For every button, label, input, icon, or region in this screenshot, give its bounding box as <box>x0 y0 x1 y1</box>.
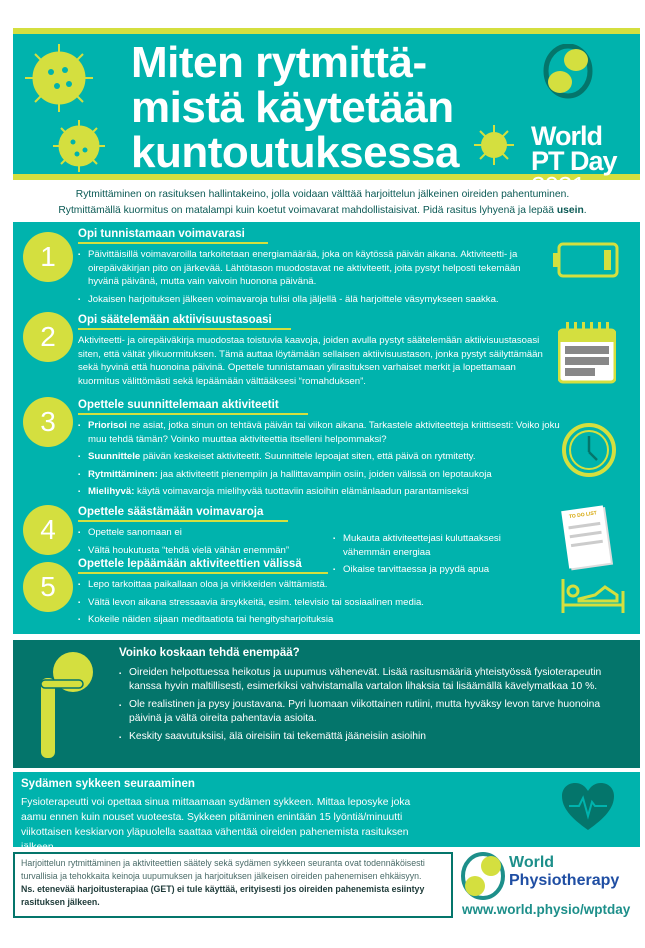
bullet-text: päivän keskeiset aktiviteetit. Suunnittele lepoajat siten, että päivä on rytmitetty. <box>140 451 476 462</box>
bullet-item <box>78 450 568 464</box>
world-pt-day-logo-icon <box>543 44 593 99</box>
bullet-text: käytä voimavaroja mielihyvää tuottaviin asioihin elämänlaadun parantamiseksi <box>134 486 469 497</box>
bullet-item: ▪ Ole realistinen ja pysy joustavana. Pyri luomaan viikottainen rutiini, mutta hyväksy levon tarve huonoina päivinä ja vältä oireita pahentavia asioita. <box>119 698 629 726</box>
battery-low-icon <box>553 242 619 278</box>
step-text: Aktiviteetti- ja oirepäiväkirja muodostaa toistuvia kaavoja, joiden avulla pystyt säätelemään aktiivisuustasoasi siten, että vältät ylikuormituksen. Tämä auttaa löytämään sellaisen aktiivisuustason, jonka pystyt säilyttämään sekä hyvinä että huonoina päivinä. Opettele tunnistamaan ylirasituksen varhaiset merkit ja lopettamaan kuormitus välittömästi sekä lepäämään välttääksesi “romahduksen”. <box>78 335 543 387</box>
bullet-text: ne asiat, jotka sinun on tehtävä päivän tai viikon aikana. Tarkastele aktiviteetteja kriittisesti: Voiko joku muu tehdä tämän? Voinko muuttaa aktiviteettia itselleni helpommaksi? <box>88 420 560 445</box>
step-bullets <box>333 532 533 581</box>
step-bullets <box>78 526 338 561</box>
intro-emphasis: usein <box>556 205 584 216</box>
logo-text <box>509 854 619 890</box>
bullet-item: ▪ Vältä houkutusta “tehdä vielä vähän enemmän” <box>78 544 338 558</box>
logo-line: Physiotherapy <box>509 872 620 889</box>
todo-list-icon <box>561 505 611 568</box>
bullet-item: ▪ Päivittäisillä voimavaroilla tarkoitetaan energiamäärää, joka on käytössä päivän aikana. Aktiviteetti- ja oirepäiväkirjan pito on järkevää. Lähtötason muodostavat ne aktiviteetit, joita pystyt helposti tekemään hyvänä päivänä, mutta vain vaivoin huonona päivänä. <box>78 248 548 289</box>
bullet-text: jaa aktiviteetit pienempiin ja hallittavampiin osiin, joiden välissä on lepotaukoja <box>157 468 492 480</box>
bed-rest-icon <box>561 577 625 615</box>
step-number: 3 <box>23 397 73 447</box>
step-title: Opettele suunnittelemaan aktiviteetit <box>78 399 308 415</box>
intro-line <box>0 203 645 219</box>
bullet-keyword: Mielihyvä: <box>88 486 135 497</box>
website-link[interactable]: www.world.physio/wptday <box>462 902 631 917</box>
calendar-icon <box>558 322 616 384</box>
bullet-item <box>78 419 568 446</box>
logo-line: World <box>509 854 555 871</box>
badge-line: PT Day <box>531 146 617 176</box>
title-line: kuntoutuksessa <box>131 128 459 177</box>
bullet-item: ▪ Lepo tarkoittaa paikallaan oloa ja virikkeiden välttämistä. <box>78 578 538 592</box>
disclaimer-warning: Ns. etenevää harjoitusterapiaa (GET) ei tule käyttää, erityisesti jos oireiden pahenemista esiintyy rasituksen jälkeen. <box>21 884 425 907</box>
virus-icon <box>17 42 117 182</box>
person-pushing-icon <box>35 650 95 760</box>
disclaimer-box <box>13 852 453 918</box>
step-number: 2 <box>23 312 73 362</box>
clock-icon <box>561 422 617 478</box>
step-number: 4 <box>23 505 73 555</box>
world-physiotherapy-logo <box>458 852 638 922</box>
step-number: 1 <box>23 232 73 282</box>
title-line: mistä käytetään <box>131 83 454 132</box>
bullet-item: ▪ Jokaisen harjoituksen jälkeen voimavaroja tulisi olla jäljellä - älä harjoittele väsymykseen saakka. <box>78 293 548 307</box>
step-bullets <box>78 578 538 631</box>
bullet-item: ▪ Opettele sanomaan ei <box>78 526 338 540</box>
step-title: Opettele säästämään voimavaroja <box>78 506 288 522</box>
can-i-do-more-panel <box>13 640 640 768</box>
bullet-keyword: Priorisoi <box>88 420 127 431</box>
heart-rate-icon <box>561 782 615 832</box>
step-bullets <box>78 248 548 310</box>
virus-icon <box>473 124 515 166</box>
steps-panel <box>13 222 640 634</box>
intro-text-part: Rytmittämällä kuormitus on matalampi kuin koetut voimavarat mahdollistaisivat. Pidä rasitus lyhyenä ja lepää <box>58 205 557 216</box>
disclaimer-text: Harjoittelun rytmittäminen ja aktiviteettien säätely sekä sydämen sykkeen seuranta ovat todennäköisesti turvallisia ja tehokkaita keinoja uupumuksen ja harjoituksen jälkeisen oireiden pahenemisen ehkäisyyn. <box>21 858 425 881</box>
intro-text-part: . <box>583 205 587 216</box>
panel-title: Sydämen sykkeen seuraaminen <box>21 778 195 790</box>
bullet-keyword: Suunnittele <box>88 451 141 462</box>
bullet-item: ▪ Kokeile näiden sijaan meditaatiota tai hengitysharjoituksia <box>78 613 538 627</box>
panel-title: Voinko koskaan tehdä enempää? <box>119 647 300 659</box>
step-title: Opi säätelemään aktiivisuustasoasi <box>78 314 291 330</box>
step-title: Opi tunnistamaan voimavarasi <box>78 228 268 244</box>
intro-text <box>0 187 645 219</box>
bullet-item: ▪ Oikaise tarvittaessa ja pyydä apua <box>333 563 533 577</box>
bullet-item: ▪ Mukauta aktiviteettejasi kuluttaaksesi vähemmän energiaa <box>333 532 533 559</box>
world-physiotherapy-logo-icon <box>460 852 506 900</box>
bullet-item: ▪ Keskity saavutuksiisi, älä oireisiin tai tekemättä jääneisiin asioihin <box>119 730 629 744</box>
step-number: 5 <box>23 562 73 612</box>
intro-line: Rytmittäminen on rasituksen hallintakeino, jolla voidaan välttää harjoittelun jälkeinen oireiden pahentuminen. <box>75 189 570 200</box>
bullet-item: ▪ Vältä levon aikana stressaavia ärsykkeitä, esim. televisio tai sosiaalinen media. <box>78 596 538 610</box>
panel-bullets <box>119 666 629 748</box>
heart-rate-panel <box>13 772 640 853</box>
panel-text: Fysioterapeutti voi opettaa sinua mittaamaan sydämen sykkeen. Mittaa leposyke joka aamu ennen kuin nouset vuoteesta. Sykkeen pitäminen enintään 15 lyöntiä/minuutti viikottaisen keskiarvon yläpuolella saattaa vähentää oireiden pahenemista rasituksen jälkeen. <box>21 797 411 853</box>
page-title <box>131 40 471 175</box>
badge-year: 2021 <box>531 171 585 201</box>
todo-label: TO DO LIST <box>568 510 598 521</box>
step-title: Opettele lepäämään aktiviteettien välissä <box>78 558 328 574</box>
bullet-item <box>78 485 568 499</box>
badge-line: World <box>531 121 602 151</box>
bullet-item <box>78 468 568 482</box>
bullet-item: ▪ Oireiden helpottuessa heikotus ja uupumus vähenevät. Lisää rasitusmääriä yhteistyössä fysioterapeutin kanssa hyvin maltillisesti, esimerkiksi vahvistamalla vartalon lihaksia tai lisäämällä kävelymatkaa 10 %. <box>119 666 629 694</box>
bullet-keyword: Rytmittäminen: <box>88 468 158 480</box>
title-line: Miten rytmittä- <box>131 38 427 87</box>
step-bullets <box>78 419 568 503</box>
